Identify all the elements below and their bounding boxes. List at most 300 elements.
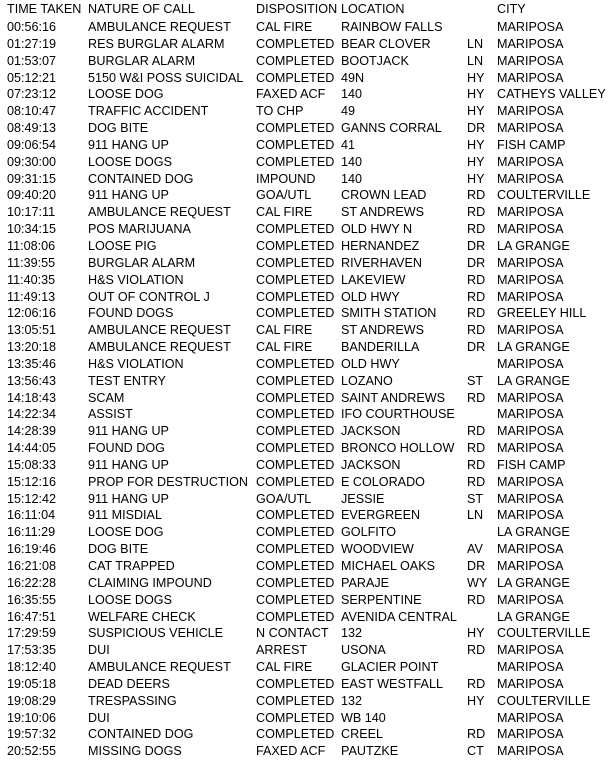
cell-nature-of-call: LOOSE DOGS bbox=[88, 154, 172, 169]
table-row bbox=[0, 423, 614, 440]
cell-street-type: RD bbox=[467, 306, 486, 321]
table-row bbox=[0, 322, 614, 339]
cell-time: 16:11:29 bbox=[7, 525, 56, 540]
cell-disposition: COMPLETED bbox=[256, 137, 335, 152]
cell-time: 08:10:47 bbox=[7, 104, 57, 119]
cell-location: PARAJE bbox=[341, 575, 390, 590]
cell-street-type: RD bbox=[467, 727, 486, 742]
table-row bbox=[0, 726, 614, 743]
table-row bbox=[0, 36, 614, 53]
cell-location: 132 bbox=[341, 626, 363, 641]
cell-time: 14:22:34 bbox=[7, 407, 57, 422]
cell-location: PAUTZKE bbox=[341, 744, 399, 759]
cell-nature-of-call: H&S VIOLATION bbox=[88, 356, 184, 371]
cell-disposition: COMPLETED bbox=[256, 154, 335, 169]
cell-street-type: RD bbox=[467, 441, 486, 456]
cell-nature-of-call: BURGLAR ALARM bbox=[88, 255, 196, 270]
cell-nature-of-call: LOOSE DOG bbox=[88, 87, 164, 102]
cell-location: AVENIDA CENTRAL bbox=[341, 609, 457, 624]
table-row bbox=[0, 204, 614, 221]
cell-time: 11:40:35 bbox=[7, 272, 56, 287]
cell-location: RAINBOW FALLS bbox=[341, 20, 443, 34]
cell-nature-of-call: RES BURGLAR ALARM bbox=[88, 36, 225, 51]
cell-time: 15:08:33 bbox=[7, 457, 57, 472]
table-row bbox=[0, 609, 614, 626]
cell-time: 14:44:05 bbox=[7, 441, 57, 456]
table-row bbox=[0, 120, 614, 137]
cell-street-type: RD bbox=[467, 222, 486, 237]
cell-disposition: GOA/UTL bbox=[256, 491, 312, 506]
cell-location: OLD HWY N bbox=[341, 222, 413, 237]
table-row bbox=[0, 356, 614, 373]
cell-location: 140 bbox=[341, 87, 363, 102]
cell-street-type: DR bbox=[467, 340, 486, 355]
cell-time: 09:40:20 bbox=[7, 188, 57, 203]
cell-nature-of-call: MISSING DOGS bbox=[88, 744, 182, 759]
cell-nature-of-call: AMBULANCE REQUEST bbox=[88, 660, 231, 675]
table-row bbox=[0, 339, 614, 356]
cell-time: 09:06:54 bbox=[7, 137, 57, 152]
cell-street-type: RD bbox=[467, 272, 486, 287]
table-row bbox=[0, 541, 614, 558]
cell-city: MARIPOSA bbox=[497, 491, 564, 506]
cell-time: 07:23:12 bbox=[7, 87, 57, 102]
cell-location: 41 bbox=[341, 137, 356, 152]
cell-time: 14:28:39 bbox=[7, 424, 57, 439]
cell-city: MARIPOSA bbox=[497, 205, 564, 220]
cell-street-type: HY bbox=[467, 87, 485, 102]
cell-disposition: COMPLETED bbox=[256, 575, 335, 590]
cell-city: MARIPOSA bbox=[497, 104, 564, 119]
cell-nature-of-call: OUT OF CONTROL J bbox=[88, 289, 210, 304]
cell-street-type: RD bbox=[467, 323, 486, 338]
cell-location: 140 bbox=[341, 171, 363, 186]
cell-street-type: RD bbox=[467, 390, 486, 405]
cell-disposition: FAXED ACF bbox=[256, 87, 326, 102]
cell-city: MARIPOSA bbox=[497, 171, 564, 186]
cell-nature-of-call: POS MARIJUANA bbox=[88, 222, 191, 237]
cell-city: MARIPOSA bbox=[497, 407, 564, 422]
cell-time: 19:10:06 bbox=[7, 710, 57, 725]
table-row bbox=[0, 676, 614, 693]
cell-street-type: ST bbox=[467, 491, 484, 506]
cell-nature-of-call: PROP FOR DESTRUCTION bbox=[88, 474, 248, 489]
cell-location: OLD HWY bbox=[341, 356, 400, 371]
cell-disposition: COMPLETED bbox=[256, 390, 335, 405]
cell-disposition: COMPLETED bbox=[256, 676, 335, 691]
cell-nature-of-call: 911 HANG UP bbox=[88, 188, 169, 203]
cell-nature-of-call: LOOSE PIG bbox=[88, 238, 157, 253]
table-row bbox=[0, 103, 614, 120]
cell-city: MARIPOSA bbox=[497, 323, 564, 338]
cell-time: 17:53:35 bbox=[7, 643, 57, 658]
cell-disposition: GOA/UTL bbox=[256, 188, 312, 203]
cell-disposition: COMPLETED bbox=[256, 542, 335, 557]
cell-city: MARIPOSA bbox=[497, 289, 564, 304]
table-row bbox=[0, 625, 614, 642]
cell-nature-of-call: DEAD DEERS bbox=[88, 676, 170, 691]
cell-nature-of-call: CAT TRAPPED bbox=[88, 559, 175, 573]
cell-street-type: RD bbox=[467, 205, 486, 220]
cell-street-type: ST bbox=[467, 373, 484, 388]
table-row bbox=[0, 305, 614, 322]
cell-city: MARIPOSA bbox=[497, 542, 564, 557]
cell-street-type: RD bbox=[467, 474, 486, 489]
cell-disposition: COMPLETED bbox=[256, 474, 335, 489]
cell-time: 16:47:51 bbox=[7, 609, 57, 624]
cell-disposition: COMPLETED bbox=[256, 710, 335, 725]
cell-nature-of-call: 911 HANG UP bbox=[88, 491, 169, 506]
cell-street-type: LN bbox=[467, 36, 484, 51]
cell-location: ST ANDREWS bbox=[341, 323, 425, 338]
header-row bbox=[0, 0, 614, 19]
table-row bbox=[0, 221, 614, 238]
cell-disposition: COMPLETED bbox=[256, 609, 335, 624]
cell-location: BANDERILLA bbox=[341, 340, 420, 355]
cell-location: LOZANO bbox=[341, 373, 393, 388]
cell-location: GOLFITO bbox=[341, 525, 397, 540]
table-row bbox=[0, 491, 614, 508]
cell-city: MARIPOSA bbox=[497, 255, 564, 270]
cell-city: FISH CAMP bbox=[497, 457, 566, 472]
table-row bbox=[0, 440, 614, 457]
cell-location: HERNANDEZ bbox=[341, 238, 420, 253]
cell-disposition: COMPLETED bbox=[256, 36, 335, 51]
cell-street-type: DR bbox=[467, 238, 486, 253]
table-row bbox=[0, 70, 614, 87]
cell-city: LA GRANGE bbox=[497, 609, 570, 624]
cell-nature-of-call: SUSPICIOUS VEHICLE bbox=[88, 626, 224, 641]
cell-disposition: COMPLETED bbox=[256, 121, 335, 136]
cell-location: E COLORADO bbox=[341, 474, 425, 489]
cell-nature-of-call: AMBULANCE REQUEST bbox=[88, 340, 231, 355]
cell-street-type: WY bbox=[467, 575, 488, 590]
cell-disposition: COMPLETED bbox=[256, 559, 335, 573]
cell-time: 19:08:29 bbox=[7, 693, 57, 708]
cell-time: 18:12:40 bbox=[7, 660, 57, 675]
cell-time: 10:17:11 bbox=[7, 205, 56, 220]
cell-time: 13:05:51 bbox=[7, 323, 57, 338]
cell-disposition: CAL FIRE bbox=[256, 660, 313, 675]
call-log-rows bbox=[0, 19, 614, 760]
cell-disposition: COMPLETED bbox=[256, 407, 335, 422]
cell-city: COULTERVILLE bbox=[497, 188, 591, 203]
cell-time: 12:06:16 bbox=[7, 306, 57, 321]
cell-time: 15:12:16 bbox=[7, 474, 57, 489]
cell-time: 09:30:00 bbox=[7, 154, 57, 169]
cell-location: BRONCO HOLLOW bbox=[341, 441, 455, 456]
cell-location: IFO COURTHOUSE bbox=[341, 407, 455, 422]
cell-time: 00:56:16 bbox=[7, 20, 57, 34]
cell-nature-of-call: CLAIMING IMPOUND bbox=[88, 575, 212, 590]
cell-disposition: COMPLETED bbox=[256, 306, 335, 321]
cell-city: MARIPOSA bbox=[497, 272, 564, 287]
cell-street-type: DR bbox=[467, 121, 486, 136]
cell-disposition: CAL FIRE bbox=[256, 205, 313, 220]
cell-nature-of-call: FOUND DOGS bbox=[88, 306, 174, 321]
table-row bbox=[0, 19, 614, 36]
cell-disposition: COMPLETED bbox=[256, 457, 335, 472]
cell-city: LA GRANGE bbox=[497, 373, 570, 388]
cell-disposition: CAL FIRE bbox=[256, 323, 313, 338]
cell-disposition: COMPLETED bbox=[256, 238, 335, 253]
cell-city: MARIPOSA bbox=[497, 222, 564, 237]
cell-time: 10:34:15 bbox=[7, 222, 57, 237]
header-location: LOCATION bbox=[341, 2, 405, 16]
cell-location: JESSIE bbox=[341, 491, 385, 506]
table-row bbox=[0, 575, 614, 592]
cell-street-type: HY bbox=[467, 171, 485, 186]
cell-city: MARIPOSA bbox=[497, 508, 564, 523]
table-row bbox=[0, 154, 614, 171]
cell-nature-of-call: ASSIST bbox=[88, 407, 133, 422]
cell-street-type: HY bbox=[467, 693, 485, 708]
cell-location: 140 bbox=[341, 154, 363, 169]
cell-city: MARIPOSA bbox=[497, 20, 564, 34]
cell-time: 16:22:28 bbox=[7, 575, 57, 590]
cell-city: LA GRANGE bbox=[497, 340, 570, 355]
cell-disposition: COMPLETED bbox=[256, 373, 335, 388]
cell-time: 13:35:46 bbox=[7, 356, 57, 371]
cell-nature-of-call: TRESPASSING bbox=[88, 693, 177, 708]
cell-nature-of-call: SCAM bbox=[88, 390, 125, 405]
header-time-taken: TIME TAKEN bbox=[7, 2, 82, 16]
cell-city: COULTERVILLE bbox=[497, 693, 591, 708]
cell-city: LA GRANGE bbox=[497, 525, 570, 540]
cell-nature-of-call: 911 MISDIAL bbox=[88, 508, 162, 523]
cell-city: MARIPOSA bbox=[497, 53, 564, 68]
cell-nature-of-call: 5150 W&I POSS SUICIDAL bbox=[88, 70, 244, 85]
cell-location: ST ANDREWS bbox=[341, 205, 425, 220]
cell-disposition: TO CHP bbox=[256, 104, 304, 119]
table-row bbox=[0, 137, 614, 154]
cell-city: MARIPOSA bbox=[497, 154, 564, 169]
cell-location: EVERGREEN bbox=[341, 508, 421, 523]
cell-time: 13:20:18 bbox=[7, 340, 57, 355]
cell-time: 15:12:42 bbox=[7, 491, 57, 506]
cell-street-type: RD bbox=[467, 289, 486, 304]
cell-street-type: LN bbox=[467, 508, 484, 523]
cell-disposition: COMPLETED bbox=[256, 53, 335, 68]
cell-street-type: RD bbox=[467, 676, 486, 691]
cell-city: MARIPOSA bbox=[497, 441, 564, 456]
cell-street-type: HY bbox=[467, 626, 485, 641]
cell-city: LA GRANGE bbox=[497, 575, 570, 590]
cell-nature-of-call: AMBULANCE REQUEST bbox=[88, 323, 231, 338]
cell-city: GREELEY HILL bbox=[497, 306, 587, 321]
header-nature-of-call: NATURE OF CALL bbox=[88, 2, 195, 16]
table-row bbox=[0, 255, 614, 272]
cell-city: MARIPOSA bbox=[497, 727, 564, 742]
cell-disposition: COMPLETED bbox=[256, 693, 335, 708]
cell-disposition: CAL FIRE bbox=[256, 20, 313, 34]
cell-location: USONA bbox=[341, 643, 386, 658]
cell-city: FISH CAMP bbox=[497, 137, 566, 152]
cell-location: OLD HWY bbox=[341, 289, 400, 304]
cell-disposition: COMPLETED bbox=[256, 255, 335, 270]
cell-city: MARIPOSA bbox=[497, 70, 564, 85]
cell-street-type: LN bbox=[467, 53, 484, 68]
cell-location: BOOTJACK bbox=[341, 53, 409, 68]
cell-disposition: COMPLETED bbox=[256, 424, 335, 439]
cell-nature-of-call: DOG BITE bbox=[88, 121, 149, 136]
cell-nature-of-call: CONTAINED DOG bbox=[88, 171, 194, 186]
cell-street-type: DR bbox=[467, 559, 486, 573]
cell-disposition: COMPLETED bbox=[256, 525, 335, 540]
cell-location: SERPENTINE bbox=[341, 592, 422, 607]
table-row bbox=[0, 457, 614, 474]
cell-nature-of-call: FOUND DOG bbox=[88, 441, 165, 456]
cell-nature-of-call: DOG BITE bbox=[88, 542, 149, 557]
cell-nature-of-call: DUI bbox=[88, 710, 110, 725]
cell-city: MARIPOSA bbox=[497, 474, 564, 489]
table-row bbox=[0, 390, 614, 407]
cell-city: MARIPOSA bbox=[497, 356, 564, 371]
cell-disposition: FAXED ACF bbox=[256, 744, 326, 759]
cell-location: GLACIER POINT bbox=[341, 660, 439, 675]
cell-time: 11:49:13 bbox=[7, 289, 56, 304]
cell-location: GANNS CORRAL bbox=[341, 121, 442, 136]
table-row bbox=[0, 659, 614, 676]
cell-time: 16:11:04 bbox=[7, 508, 56, 523]
cell-nature-of-call: 911 HANG UP bbox=[88, 424, 169, 439]
cell-nature-of-call: AMBULANCE REQUEST bbox=[88, 205, 231, 220]
cell-location: SMITH STATION bbox=[341, 306, 437, 321]
cell-time: 09:31:15 bbox=[7, 171, 57, 186]
cell-street-type: AV bbox=[467, 542, 483, 557]
cell-city: MARIPOSA bbox=[497, 676, 564, 691]
cell-location: 132 bbox=[341, 693, 363, 708]
cell-location: BEAR CLOVER bbox=[341, 36, 431, 51]
cell-time: 17:29:59 bbox=[7, 626, 57, 641]
cell-location: CROWN LEAD bbox=[341, 188, 427, 203]
cell-nature-of-call: 911 HANG UP bbox=[88, 137, 169, 152]
cell-time: 19:05:18 bbox=[7, 676, 57, 691]
cell-disposition: ARREST bbox=[256, 643, 308, 658]
cell-location: JACKSON bbox=[341, 457, 401, 472]
cell-street-type: RD bbox=[467, 457, 486, 472]
cell-location: RIVERHAVEN bbox=[341, 255, 422, 270]
cell-time: 16:21:08 bbox=[7, 559, 57, 573]
cell-location: 49N bbox=[341, 70, 365, 85]
cell-time: 14:18:43 bbox=[7, 390, 57, 405]
cell-time: 13:56:43 bbox=[7, 373, 57, 388]
cell-city: MARIPOSA bbox=[497, 710, 564, 725]
cell-nature-of-call: 911 HANG UP bbox=[88, 457, 169, 472]
cell-city: COULTERVILLE bbox=[497, 626, 591, 641]
cell-city: MARIPOSA bbox=[497, 559, 564, 573]
cell-time: 16:35:55 bbox=[7, 592, 57, 607]
cell-nature-of-call: H&S VIOLATION bbox=[88, 272, 184, 287]
cell-city: MARIPOSA bbox=[497, 592, 564, 607]
cell-location: SAINT ANDREWS bbox=[341, 390, 446, 405]
cell-time: 01:27:19 bbox=[7, 36, 57, 51]
cell-disposition: COMPLETED bbox=[256, 70, 335, 85]
cell-time: 11:39:55 bbox=[7, 255, 56, 270]
cell-nature-of-call: TRAFFIC ACCIDENT bbox=[88, 104, 209, 119]
cell-location: MICHAEL OAKS bbox=[341, 559, 436, 573]
cell-disposition: COMPLETED bbox=[256, 441, 335, 456]
cell-disposition: CAL FIRE bbox=[256, 340, 313, 355]
header-disposition: DISPOSITION bbox=[256, 2, 338, 16]
table-row bbox=[0, 558, 614, 575]
cell-street-type: HY bbox=[467, 137, 485, 152]
header-city: CITY bbox=[497, 2, 526, 16]
table-row bbox=[0, 743, 614, 760]
cell-nature-of-call: AMBULANCE REQUEST bbox=[88, 20, 231, 34]
cell-nature-of-call: CONTAINED DOG bbox=[88, 727, 194, 742]
table-row bbox=[0, 406, 614, 423]
table-row bbox=[0, 524, 614, 541]
cell-street-type: HY bbox=[467, 70, 485, 85]
cell-nature-of-call: LOOSE DOGS bbox=[88, 592, 172, 607]
table-row bbox=[0, 289, 614, 306]
cell-city: MARIPOSA bbox=[497, 744, 564, 759]
cell-street-type: HY bbox=[467, 104, 485, 119]
cell-time: 05:12:21 bbox=[7, 70, 57, 85]
table-row bbox=[0, 642, 614, 659]
table-row bbox=[0, 187, 614, 204]
cell-city: MARIPOSA bbox=[497, 36, 564, 51]
table-row bbox=[0, 693, 614, 710]
cell-street-type: CT bbox=[467, 744, 484, 759]
cell-city: MARIPOSA bbox=[497, 390, 564, 405]
table-row bbox=[0, 710, 614, 727]
cell-time: 20:52:55 bbox=[7, 744, 57, 759]
cell-street-type: RD bbox=[467, 188, 486, 203]
cell-time: 19:57:32 bbox=[7, 727, 57, 742]
cell-disposition: COMPLETED bbox=[256, 289, 335, 304]
cell-nature-of-call: DUI bbox=[88, 643, 110, 658]
cell-location: EAST WESTFALL bbox=[341, 676, 443, 691]
cell-disposition: IMPOUND bbox=[256, 171, 316, 186]
cell-time: 16:19:46 bbox=[7, 542, 57, 557]
cell-disposition: COMPLETED bbox=[256, 508, 335, 523]
cell-nature-of-call: WELFARE CHECK bbox=[88, 609, 196, 624]
cell-city: MARIPOSA bbox=[497, 424, 564, 439]
cell-location: WOODVIEW bbox=[341, 542, 414, 557]
cell-location: 49 bbox=[341, 104, 356, 119]
cell-city: MARIPOSA bbox=[497, 660, 564, 675]
cell-city: MARIPOSA bbox=[497, 121, 564, 136]
cell-time: 01:53:07 bbox=[7, 53, 57, 68]
cell-time: 11:08:06 bbox=[7, 238, 56, 253]
cell-city: CATHEYS VALLEY bbox=[497, 87, 606, 102]
table-row bbox=[0, 238, 614, 255]
table-row bbox=[0, 474, 614, 491]
cell-disposition: COMPLETED bbox=[256, 356, 335, 371]
table-row bbox=[0, 272, 614, 289]
table-row bbox=[0, 171, 614, 188]
cell-city: MARIPOSA bbox=[497, 643, 564, 658]
table-row bbox=[0, 507, 614, 524]
cell-location: JACKSON bbox=[341, 424, 401, 439]
cell-nature-of-call: BURGLAR ALARM bbox=[88, 53, 196, 68]
cell-nature-of-call: TEST ENTRY bbox=[88, 373, 166, 388]
cell-disposition: COMPLETED bbox=[256, 222, 335, 237]
table-row bbox=[0, 53, 614, 70]
cell-street-type: RD bbox=[467, 643, 486, 658]
cell-location: LAKEVIEW bbox=[341, 272, 406, 287]
table-row bbox=[0, 373, 614, 390]
cell-street-type: DR bbox=[467, 255, 486, 270]
cell-time: 08:49:13 bbox=[7, 121, 57, 136]
cell-street-type: HY bbox=[467, 154, 485, 169]
cell-disposition: COMPLETED bbox=[256, 592, 335, 607]
cell-location: CREEL bbox=[341, 727, 383, 742]
cell-location: WB 140 bbox=[341, 710, 386, 725]
cell-disposition: COMPLETED bbox=[256, 727, 335, 742]
